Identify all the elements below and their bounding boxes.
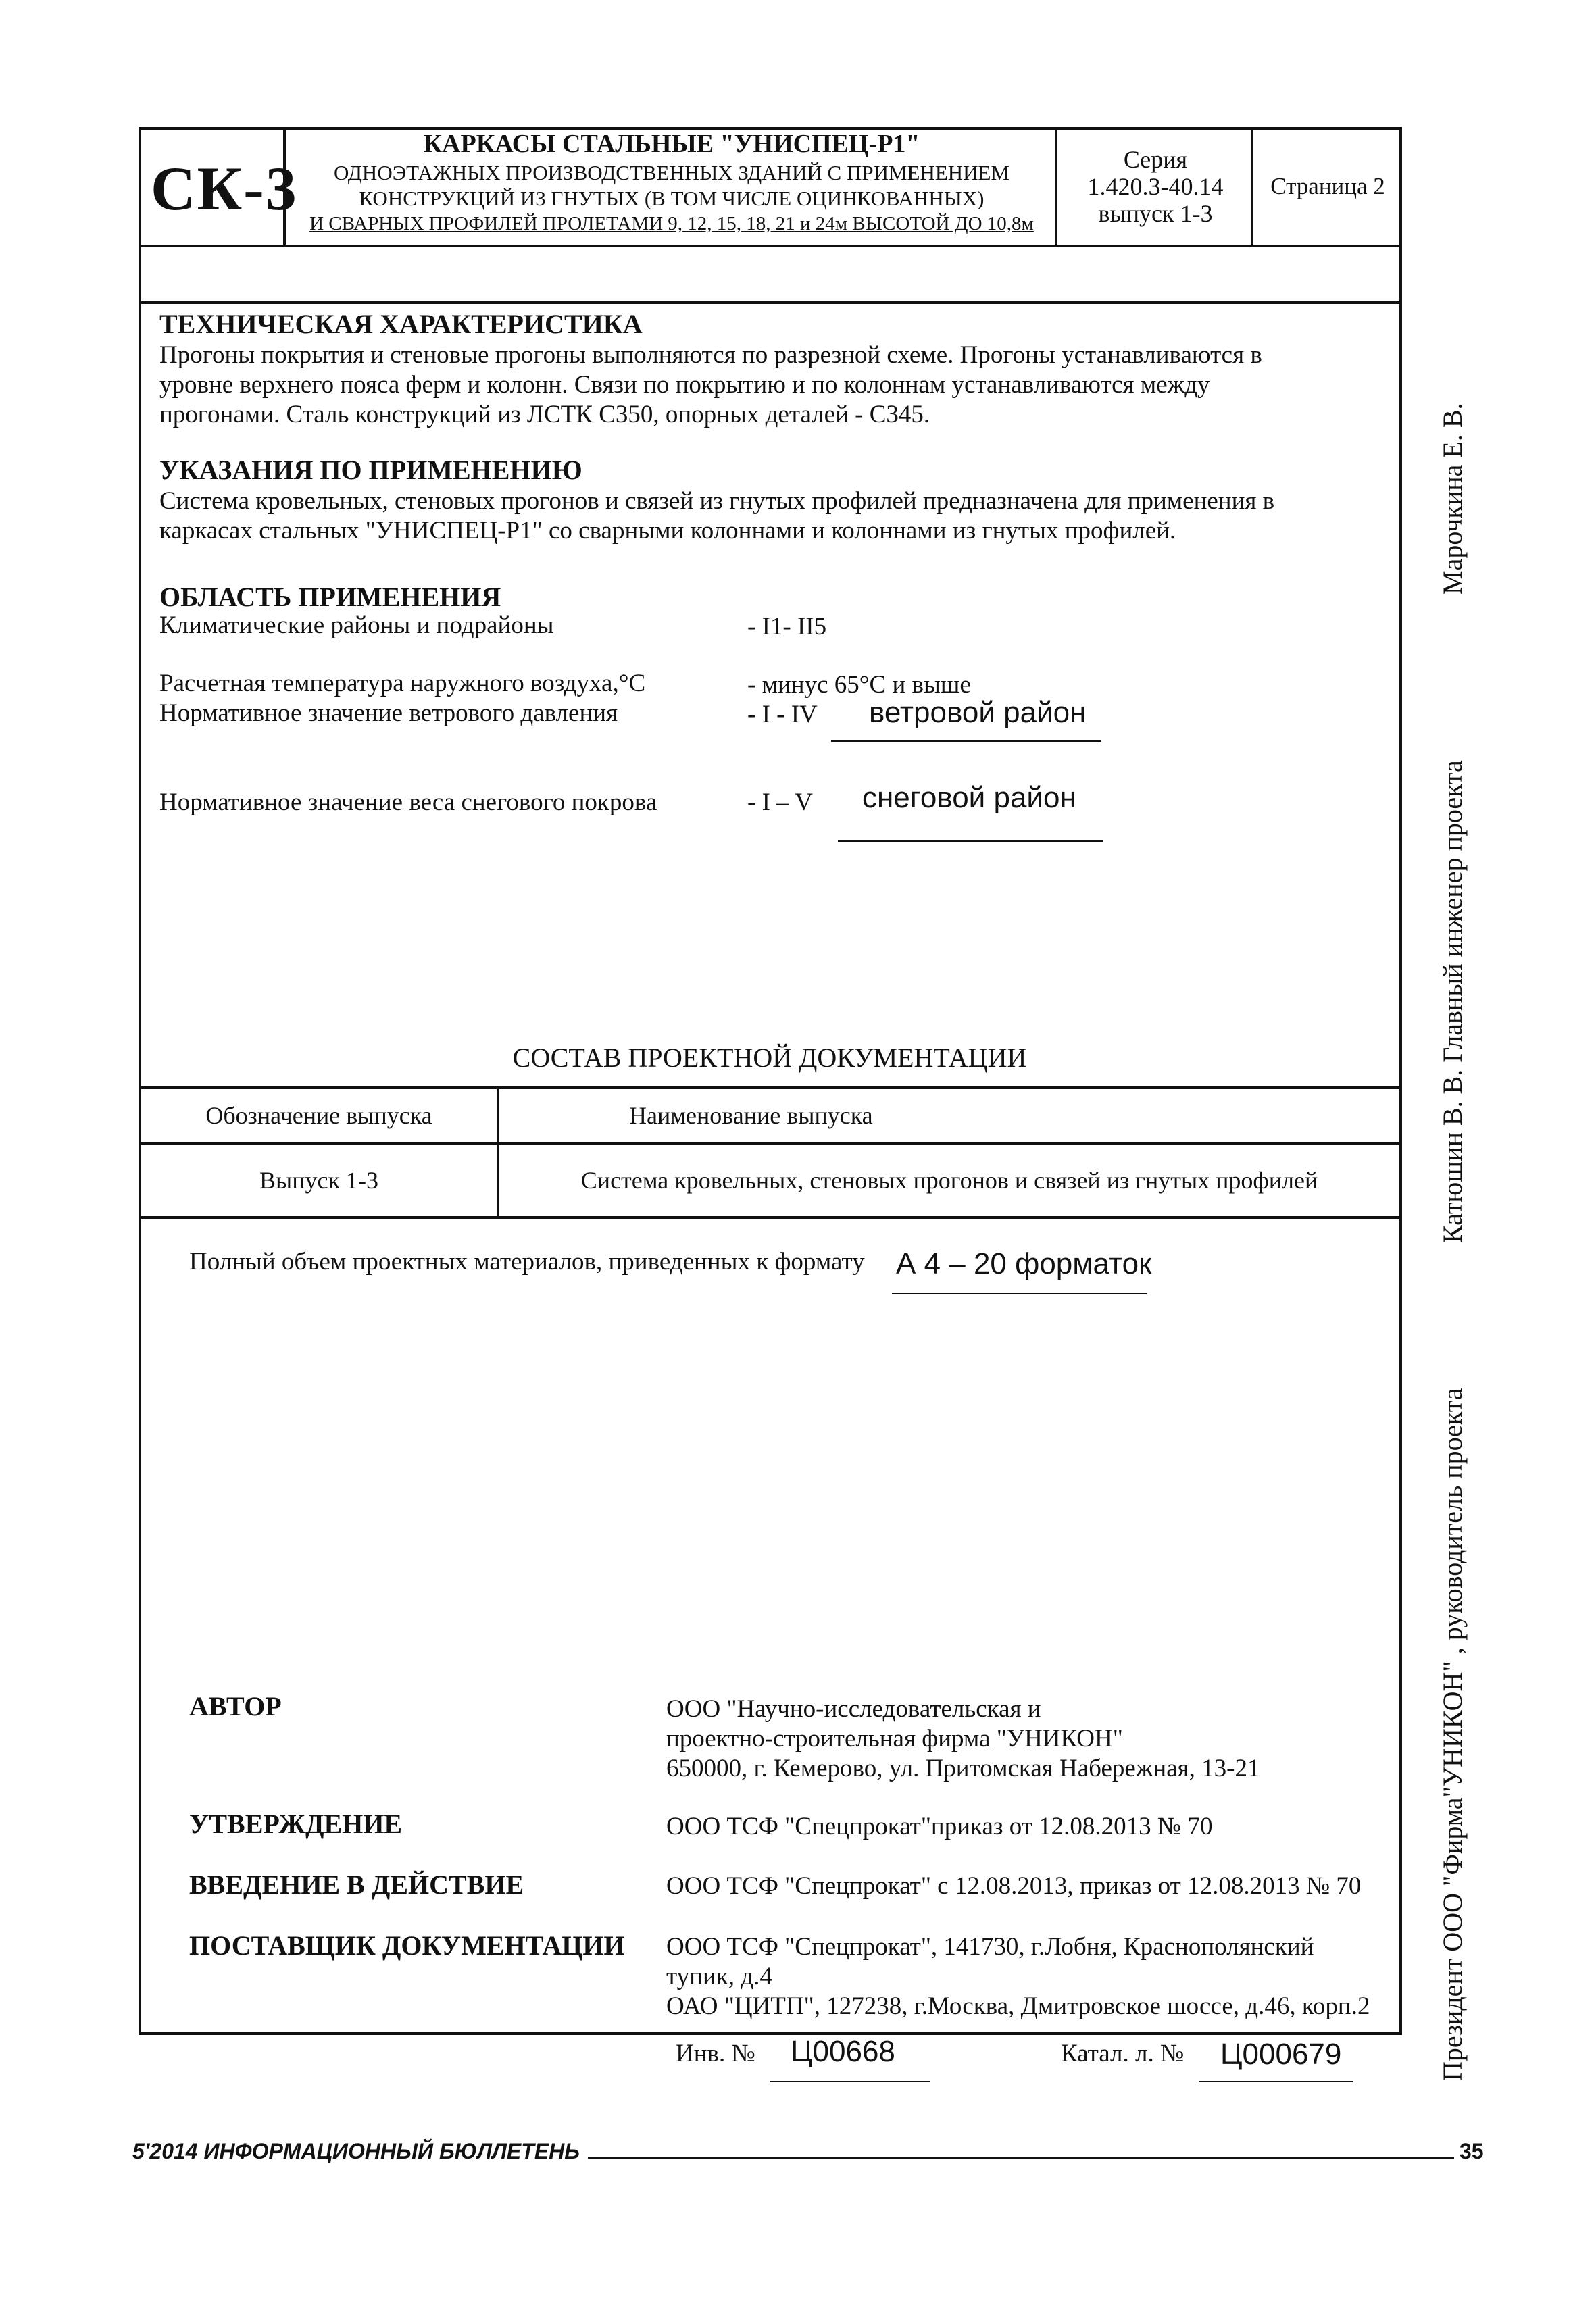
frame-bottom [139,2032,1402,2035]
composition-heading: СОСТАВ ПРОЕКТНОЙ ДОКУМЕНТАЦИИ [512,1042,1027,1073]
tech-heading: ТЕХНИЧЕСКАЯ ХАРАКТЕРИСТИКА [159,309,643,339]
frame-rule-1 [139,301,1402,304]
side-signature-katyushin: Катюшин В. В. Главный инженер проекта [1437,760,1468,1243]
col-header-issue: Обозначение выпуска [205,1102,432,1129]
supplier-line-3: ОАО "ЦИТП", 127238, г.Москва, Дмитровское шоссе, д.46, корп.2 [666,1992,1370,2020]
footer-rule [588,2157,1454,2159]
enactment-value: ООО ТСФ "Спецпрокат" с 12.08.2013, приказ от 12.08.2013 № 70 [666,1872,1362,1900]
tech-line-3: прогонами. Сталь конструкций из ЛСТК С350, опорных деталей - С345. [159,401,930,428]
author-line-2: проектно-строительная фирма "УНИКОН" [666,1725,1123,1753]
usage-line-2: каркасах стальных "УНИСПЕЦ-Р1" со сварными колоннами и колоннами из гнутых профилей. [159,517,1176,545]
header-page-cell [1251,127,1402,247]
volume-underline [892,1293,1147,1294]
side-signature-marochkina: Марочкина Е. В. [1437,403,1468,595]
supplier-line-2: тупик, д.4 [666,1963,772,1990]
col-header-name: Наименование выпуска [629,1102,873,1129]
scope-heading: ОБЛАСТЬ ПРИМЕНЕНИЯ [159,582,501,612]
temp-label: Расчетная температура наружного воздуха,°С [159,670,646,697]
wind-region-handwritten: ветровой район [869,696,1087,729]
page-label: Страница 2 [1270,173,1385,199]
title-line-2: ОДНОЭТАЖНЫХ ПРОИЗВОДСТВЕННЫХ ЗДАНИЙ С ПРИМЕНЕНИЕМ [333,161,1010,184]
footer-page-number: 35 [1460,2139,1484,2163]
volume-label: Полный объем проектных материалов, приведенных к формату [189,1248,865,1276]
row-issue: Выпуск 1-3 [259,1167,378,1194]
volume-value: А 4 – 20 форматок [896,1247,1152,1280]
document-code: СК-3 [151,154,298,223]
temp-value: - минус 65°С и выше [747,671,971,699]
supplier-line-1: ООО ТСФ "Спецпрокат", 141730, г.Лобня, Краснополянский [666,1933,1314,1961]
footer-title: 5'2014 ИНФОРМАЦИОННЫЙ БЮЛЛЕТЕНЬ [132,2139,580,2163]
title-line-4: И СВАРНЫХ ПРОФИЛЕЙ ПРОЛЕТАМИ 9, 12, 15, 18, 21 и 24м ВЫСОТОЙ ДО 10,8м [309,213,1034,234]
approval-value: ООО ТСФ "Спецпрокат"приказ от 12.08.2013 № 70 [666,1813,1213,1840]
usage-heading: УКАЗАНИЯ ПО ПРИМЕНЕНИЮ [159,455,582,485]
table-bottom-rule [139,1216,1402,1219]
supplier-label: ПОСТАВЩИК ДОКУМЕНТАЦИИ [189,1930,625,1961]
inv-value: Ц00668 [791,2035,895,2068]
series-number: 1.420.3-40.14 [1087,173,1224,200]
row-name: Система кровельных, стеновых прогонов и связей из гнутых профилей [580,1167,1318,1194]
side-signature-president: Президент ООО "Фирма"УНИКОН" , руководитель проекта [1437,1388,1468,2081]
tech-line-1: Прогоны покрытия и стеновые прогоны выполняются по разрезной схеме. Прогоны устанавливаются в [159,341,1262,369]
usage-line-1: Система кровельных, стеновых прогонов и связей из гнутых профилей предназначена для применения в [159,487,1275,515]
inv-label: Инв. № [676,2040,755,2067]
snow-label: Нормативное значение веса снегового покрова [159,788,657,816]
header-series-cell [1055,127,1253,247]
author-line-3: 650000, г. Кемерово, ул. Притомская Набережная, 13-21 [666,1755,1260,1782]
catalog-value: Ц000679 [1220,2038,1342,2071]
climate-value: - I1- II5 [747,613,827,640]
snow-underline [838,840,1103,842]
wind-underline [831,740,1101,742]
series-issue: выпуск 1-3 [1098,200,1213,227]
inv-underline [770,2081,930,2082]
enactment-label: ВВЕДЕНИЕ В ДЕЙСТВИЕ [189,1869,524,1900]
wind-label: Нормативное значение ветрового давления [159,699,618,727]
tech-line-2: уровне верхнего пояса ферм и колонн. Связи по покрытию и по колоннам устанавливаются между [159,371,1210,399]
title-line-1: КАРКАСЫ СТАЛЬНЫЕ "УНИСПЕЦ-Р1" [423,130,920,158]
climate-label: Климатические районы и подрайоны [159,611,554,639]
header-code-cell [139,127,298,247]
series-label: Серия [1123,146,1188,173]
title-line-3: КОНСТРУКЦИЙ ИЗ ГНУТЫХ (В ТОМ ЧИСЛЕ ОЦИНКОВАННЫХ) [359,186,984,210]
snow-region-handwritten: снеговой район [862,781,1076,814]
author-label: АВТОР [189,1691,282,1721]
wind-value: - I - IV [747,701,818,728]
author-line-1: ООО "Научно-исследовательская и [666,1695,1041,1723]
approval-label: УТВЕРЖДЕНИЕ [189,1809,403,1839]
snow-value: - I – V [747,788,813,816]
header-title-cell [283,127,1057,247]
frame-right [1399,245,1402,2035]
catalog-underline [1199,2081,1353,2082]
catalog-label: Катал. л. № [1061,2040,1184,2067]
